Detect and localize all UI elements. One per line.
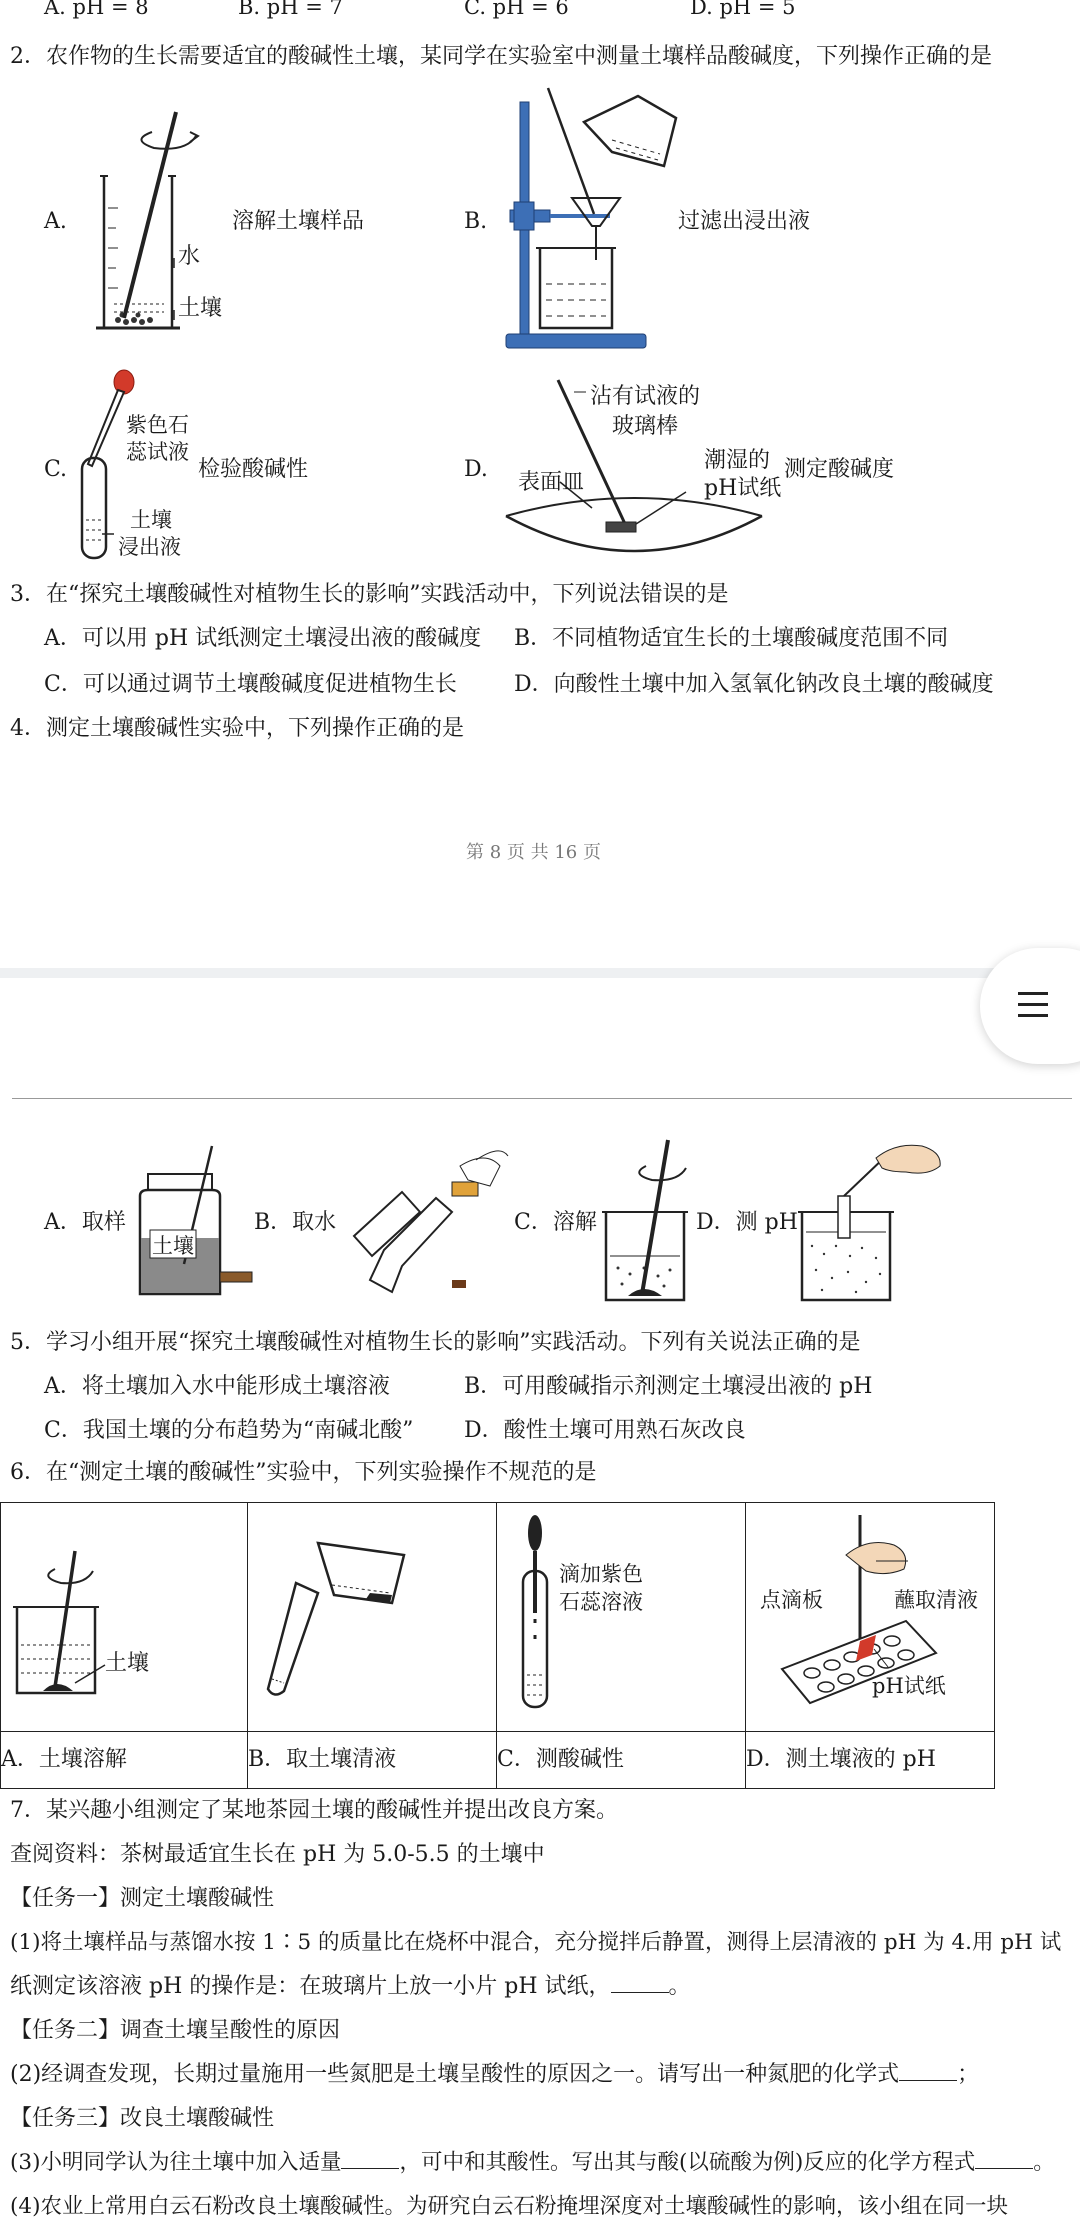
- q2-c-caption: 检验酸碱性: [198, 457, 309, 482]
- menu-button[interactable]: [980, 948, 1080, 1064]
- q7-p4: (4)农业上常用白云石粉改良土壤酸碱性。为研究白云石粉掩埋深度对土壤酸碱性的影响，该小组在同一块: [10, 2194, 1008, 2219]
- q6-option-d: D．测土壤液的 pH: [746, 1732, 995, 1789]
- q2-d-dish-label: 表面皿: [518, 470, 585, 495]
- q7-task1: 【任务一】测定土壤酸碱性: [10, 1886, 275, 1911]
- q2-c-litmus-label-2: 蕊试液: [126, 440, 189, 464]
- q5-option-d: D．酸性土壤可用熟石灰改良: [464, 1418, 746, 1443]
- q2-b-filtration-illustration: [500, 88, 690, 360]
- q2-d-caption: 测定酸碱度: [784, 457, 895, 482]
- q2-a-letter: A.: [44, 209, 67, 234]
- page-footer: 第 8 页 共 16 页: [466, 842, 601, 863]
- q2-c-extract-label-2: 浸出液: [118, 535, 181, 559]
- q2-d-rod-label-1: 沾有试液的: [590, 384, 701, 409]
- menu-icon: [1018, 992, 1048, 995]
- q7-task2: 【任务二】调查土壤呈酸性的原因: [10, 2018, 341, 2043]
- q7-p2-text: (2)经调查发现，长期过量施用一些氮肥是土壤呈酸性的原因之一。请写出一种氮肥的化学式: [10, 2062, 900, 2087]
- q6-d-paper-label: pH试纸: [872, 1674, 946, 1698]
- q4-option-b: B．取水: [254, 1210, 337, 1235]
- q7-blank-2[interactable]: [899, 2060, 957, 2081]
- prev-option-c: C. pH = 6: [464, 0, 569, 19]
- q6-option-a: A．土壤溶解: [1, 1732, 248, 1789]
- q5-option-a: A．将土壤加入水中能形成土壤溶液: [44, 1374, 390, 1399]
- q4-d-measure-ph-illustration: [796, 1136, 946, 1306]
- q2-a-soil-label: 土壤: [178, 296, 223, 321]
- q4-a-soil-label: 土壤: [152, 1234, 194, 1258]
- q6-stem: 6．在“测定土壤的酸碱性”实验中，下列实验操作不规范的是: [10, 1460, 597, 1485]
- q4-option-a: A．取样: [44, 1210, 126, 1235]
- q3-option-b: B．不同植物适宜生长的土壤酸碱度范围不同: [514, 626, 949, 651]
- q7-blank-4[interactable]: [975, 2148, 1033, 2169]
- q3-option-c: C．可以通过调节土壤酸碱度促进植物生长: [44, 672, 457, 697]
- q6-cell-d-image: [746, 1503, 995, 1732]
- q3-option-d: D．向酸性土壤中加入氢氧化钠改良土壤的酸碱度: [514, 672, 994, 697]
- q3-stem: 3．在“探究土壤酸碱性对植物生长的影响”实践活动中，下列说法错误的是: [10, 582, 729, 607]
- q2-d-rod-label-2: 玻璃棒: [612, 414, 679, 439]
- q2-a-caption: 溶解土壤样品: [232, 209, 365, 234]
- q6-d-plate-label: 点滴板: [760, 1588, 823, 1612]
- q7-p1-line1: (1)将土壤样品与蒸馏水按 1∶5 的质量比在烧杯中混合，充分搅拌后静置，测得上层清液的 pH 为 4.用 pH 试: [10, 1930, 1062, 1955]
- q2-b-letter: B.: [464, 209, 488, 234]
- q6-cell-c-image: [497, 1503, 746, 1732]
- prev-option-b: B. pH = 7: [238, 0, 343, 19]
- q7-p3: [10, 2148, 1055, 2178]
- q7-p1-line2: [10, 1972, 691, 2002]
- menu-icon-bar: [1018, 1014, 1048, 1017]
- q7-task3: 【任务三】改良土壤酸碱性: [10, 2106, 275, 2131]
- q3-option-a: A．可以用 pH 试纸测定土壤浸出液的酸碱度: [44, 626, 482, 651]
- q7-p1-line2-text: 纸测定该溶液 pH 的操作是：在玻璃片上放一小片 pH 试纸，: [10, 1974, 611, 1999]
- q5-option-c: C．我国土壤的分布趋势为“南碱北酸”: [44, 1418, 414, 1443]
- q4-b-pour-water-illustration: [340, 1140, 510, 1300]
- q2-d-paper-label-1: 潮湿的: [704, 448, 771, 473]
- q6-c-label-2: 石蕊溶液: [559, 1590, 643, 1614]
- q6-cell-b-image: [248, 1503, 497, 1732]
- q7-p2: [10, 2060, 979, 2090]
- q5-stem: 5．学习小组开展“探究土壤酸碱性对植物生长的影响”实践活动。下列有关说法正确的是: [10, 1330, 861, 1355]
- page-separator: [0, 968, 1080, 978]
- prev-option-d: D. pH = 5: [690, 0, 796, 19]
- q7-blank-3[interactable]: [341, 2148, 399, 2169]
- q4-c-dissolve-illustration: [600, 1136, 690, 1306]
- q6-c-label-1: 滴加紫色: [559, 1562, 643, 1586]
- q4-a-sample-jar-illustration: [126, 1144, 266, 1300]
- q2-d-paper-label-2: pH试纸: [704, 476, 782, 501]
- q7-info: 查阅资料：茶树最适宜生长在 pH 为 5.0-5.5 的土壤中: [10, 1842, 545, 1867]
- q2-c-extract-label-1: 土壤: [130, 508, 172, 532]
- q4-stem: 4．测定土壤酸碱性实验中，下列操作正确的是: [10, 716, 464, 741]
- q2-a-water-label: 水: [178, 244, 201, 269]
- q2-c-litmus-label-1: 紫色石: [126, 413, 189, 437]
- q2-c-letter: C.: [44, 457, 68, 482]
- q6-options-table: [0, 1502, 995, 1789]
- q4-option-c: C．溶解: [514, 1210, 597, 1235]
- q4-option-d: D．测 pH: [696, 1210, 798, 1235]
- q2-d-letter: D.: [464, 457, 488, 482]
- page-top-rule: [12, 1098, 1072, 1099]
- q6-a-soil-label: 土壤: [105, 1651, 150, 1676]
- q6-cell-a-image: [1, 1503, 248, 1732]
- q2-b-caption: 过滤出浸出液: [678, 209, 811, 234]
- q7-p1-line2-end: 。: [668, 1974, 691, 1999]
- q7-p3-text-a: (3)小明同学认为往土壤中加入适量: [10, 2150, 342, 2175]
- q5-option-b: B．可用酸碱指示剂测定土壤浸出液的 pH: [464, 1374, 873, 1399]
- q6-b-pour-illustration: [262, 1531, 412, 1701]
- prev-option-a: A. pH = 8: [44, 0, 149, 19]
- q7-p3-text-b: ，可中和其酸性。写出其与酸(以硫酸为例)反应的化学方程式: [399, 2150, 976, 2175]
- menu-icon-bar: [1018, 1003, 1048, 1006]
- q7-blank-1[interactable]: [611, 1972, 669, 1993]
- q6-c-dropper-illustration: [511, 1509, 561, 1719]
- q2-stem: 2．农作物的生长需要适宜的酸碱性土壤，某同学在实验室中测量土壤样品酸碱度，下列操作正确的是: [10, 44, 993, 69]
- q6-option-c: C．测酸碱性: [497, 1732, 746, 1789]
- q6-d-clear-label: 蘸取清液: [894, 1588, 978, 1612]
- q7-p3-end: 。: [1033, 2150, 1055, 2175]
- q6-option-b: B．取土壤清液: [248, 1732, 497, 1789]
- q7-p2-end: ；: [957, 2062, 980, 2087]
- q7-stem: 7．某兴趣小组测定了某地茶园土壤的酸碱性并提出改良方案。: [10, 1798, 618, 1823]
